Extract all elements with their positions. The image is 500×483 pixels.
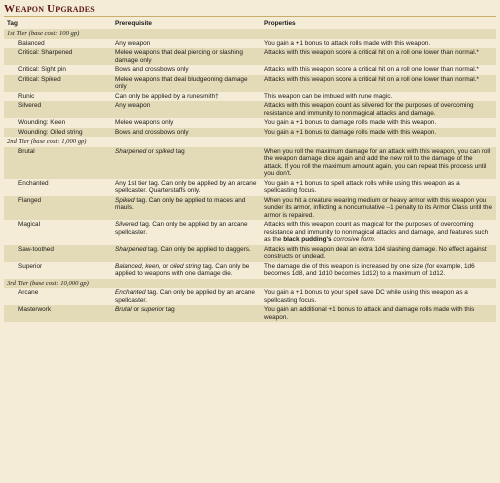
table-row bbox=[4, 196, 496, 221]
table-row bbox=[4, 179, 496, 196]
props-cell: You gain an additional +1 bonus to attack and damage rolls made with this weapon. bbox=[261, 305, 496, 322]
prereq-cell bbox=[112, 288, 261, 305]
tier-label: 3rd Tier (base cost: 10,000 gp) bbox=[4, 279, 496, 289]
props-cell: You gain a +1 bonus to damage rolls made with this weapon. bbox=[261, 118, 496, 128]
tag-cell: Superior bbox=[4, 262, 112, 279]
props-cell: Attacks with this weapon score a critical hit on a roll one lower than normal.* bbox=[261, 48, 496, 65]
header-row bbox=[4, 17, 496, 29]
table-row bbox=[4, 101, 496, 118]
prereq-italic: Silvered bbox=[115, 221, 139, 228]
prereq-cell: Can only be applied by a runesmith† bbox=[112, 92, 261, 102]
tier-row bbox=[4, 279, 496, 289]
prereq-or: or bbox=[131, 306, 141, 313]
prereq-cell bbox=[112, 220, 261, 245]
tier-row bbox=[4, 137, 496, 147]
props-italic: corrosive form bbox=[333, 236, 374, 243]
tag-cell: Runic bbox=[4, 92, 112, 102]
table-row bbox=[4, 245, 496, 262]
prereq-italic: Enchanted bbox=[115, 289, 146, 296]
tag-cell: Brutal bbox=[4, 147, 112, 179]
header-prerequisite: Prerequisite bbox=[115, 20, 152, 27]
table-row bbox=[4, 48, 496, 65]
tag-cell: Masterwork bbox=[4, 305, 112, 322]
props-cell: Attacks with this weapon score a critical hit on a roll one lower than normal.* bbox=[261, 75, 496, 92]
prereq-italic: spiked bbox=[155, 147, 174, 155]
table-row bbox=[4, 75, 496, 92]
table-row bbox=[4, 65, 496, 75]
prereq-italic: Sharpened bbox=[115, 245, 147, 253]
prereq-rest: tag. Can only be applied to daggers. bbox=[146, 245, 251, 253]
table-row bbox=[4, 305, 496, 322]
tag-cell: Silvered bbox=[4, 101, 112, 118]
tag-cell: Wounding: Oiled string bbox=[4, 128, 112, 138]
tag-cell: Magical bbox=[4, 220, 112, 245]
props-text: . bbox=[373, 236, 376, 243]
prereq-or: or bbox=[160, 262, 171, 270]
tag-cell: Flanged bbox=[4, 196, 112, 221]
tag-cell: Enchanted bbox=[4, 179, 112, 196]
props-cell: You gain a +1 bonus to spell attack rolls while using this weapon as a spellcasting focus. bbox=[261, 179, 496, 196]
prereq-rest: tag. Can only be applied to maces and mauls. bbox=[115, 196, 246, 211]
prereq-italic: superior bbox=[140, 306, 165, 313]
table-row bbox=[4, 262, 496, 279]
props-cell: This weapon can be imbued with rune magic. bbox=[261, 92, 496, 102]
prereq-cell: Any weapon bbox=[112, 101, 261, 118]
prereq-cell: Any 1st tier tag. Can only be applied by an arcane spellcaster. Quarterstaffs only. bbox=[112, 179, 261, 196]
prereq-rest: tag. Can only be applied to weapons with one damage die. bbox=[115, 262, 250, 277]
props-cell: You gain a +1 bonus to attack rolls made with this weapon. bbox=[261, 39, 496, 49]
prereq-cell: Bows and crossbows only bbox=[112, 128, 261, 138]
prereq-cell: Any weapon bbox=[112, 39, 261, 49]
tag-cell: Critical: Sharpened bbox=[4, 48, 112, 65]
tag-cell: Arcane bbox=[4, 288, 112, 305]
props-cell: Attacks with this weapon count as silvered for the purposes of overcoming resistance and immunity to nonmagical attacks and damage. bbox=[261, 101, 496, 118]
prereq-italic: oiled string bbox=[170, 262, 201, 270]
table-row bbox=[4, 147, 496, 179]
tag-cell: Wounding: Keen bbox=[4, 118, 112, 128]
weapon-upgrades-page bbox=[4, 0, 496, 322]
prereq-cell bbox=[112, 196, 261, 221]
tier-label: 1st Tier (base cost: 100 gp) bbox=[4, 29, 496, 39]
prereq-cell: Melee weapons only bbox=[112, 118, 261, 128]
props-text: Attacks with this weapon count as magical for the purposes of overcoming resistance and immunity to nonmagical attacks and damage, and features such as the bbox=[264, 221, 489, 243]
prereq-italic: Brutal bbox=[115, 306, 132, 313]
props-cell: When you hit a creature wearing medium or heavy armor with this weapon you sunder its armor, inflicting a noncumulative –1 penalty to its Armor Class until the armor is repaired. bbox=[261, 196, 496, 221]
props-cell: When you roll the maximum damage for an attack with this weapon, you can roll the weapon damage dice again and add the new roll to the damage of the attack. If you roll the maximum amount again, you can repeat this process until you don't. bbox=[261, 147, 496, 179]
props-bold: black pudding's bbox=[283, 236, 332, 243]
table-row bbox=[4, 220, 496, 245]
prereq-cell bbox=[112, 262, 261, 279]
props-cell bbox=[261, 220, 496, 245]
tag-cell: Saw-toothed bbox=[4, 245, 112, 262]
table-row bbox=[4, 39, 496, 49]
prereq-italic: Balanced, keen, bbox=[115, 262, 161, 270]
table-row bbox=[4, 92, 496, 102]
prereq-cell bbox=[112, 245, 261, 262]
tag-cell: Balanced bbox=[4, 39, 112, 49]
weapon-upgrades-table bbox=[4, 17, 496, 322]
header-properties: Properties bbox=[264, 20, 296, 27]
props-cell: You gain a +1 bonus to damage rolls made with this weapon. bbox=[261, 128, 496, 138]
tag-cell: Critical: Sight pin bbox=[4, 65, 112, 75]
prereq-or: or bbox=[146, 147, 156, 155]
header-tag: Tag bbox=[7, 20, 18, 27]
table-title: Weapon Upgrades bbox=[4, 2, 496, 17]
props-cell: Attacks with this weapon deal an extra 1d4 slashing damage. No effect against constructs or undead. bbox=[261, 245, 496, 262]
prereq-cell bbox=[112, 305, 261, 322]
prereq-italic: Sharpened bbox=[115, 147, 147, 155]
prereq-rest: tag bbox=[174, 147, 185, 155]
props-cell: You gain a +1 bonus to your spell save DC while using this weapon as a spellcasting focus. bbox=[261, 288, 496, 305]
tier-label: 2nd Tier (base cost: 1,000 gp) bbox=[4, 137, 496, 147]
props-cell: The damage die of this weapon is increased by one size (for example, 1d6 becomes 1d8, and 1d10 becomes 1d12) to a maximum of 1d12. bbox=[261, 262, 496, 279]
props-cell: Attacks with this weapon score a critical hit on a roll one lower than normal.* bbox=[261, 65, 496, 75]
prereq-cell bbox=[112, 147, 261, 179]
table-row bbox=[4, 288, 496, 305]
tier-row bbox=[4, 29, 496, 39]
table-row bbox=[4, 118, 496, 128]
prereq-rest: tag bbox=[164, 306, 175, 313]
prereq-rest: tag. Can only be applied by an arcane spellcaster. bbox=[115, 221, 248, 236]
tag-cell: Critical: Spiked bbox=[4, 75, 112, 92]
prereq-rest: tag. Can only be applied by an arcane spellcaster. bbox=[115, 289, 255, 304]
prereq-cell: Bows and crossbows only bbox=[112, 65, 261, 75]
prereq-italic: Spiked bbox=[115, 196, 135, 204]
table-row bbox=[4, 128, 496, 138]
prereq-cell: Melee weapons that deal piercing or slashing damage only bbox=[112, 48, 261, 65]
prereq-cell: Melee weapons that deal bludgeoning damage only bbox=[112, 75, 261, 92]
